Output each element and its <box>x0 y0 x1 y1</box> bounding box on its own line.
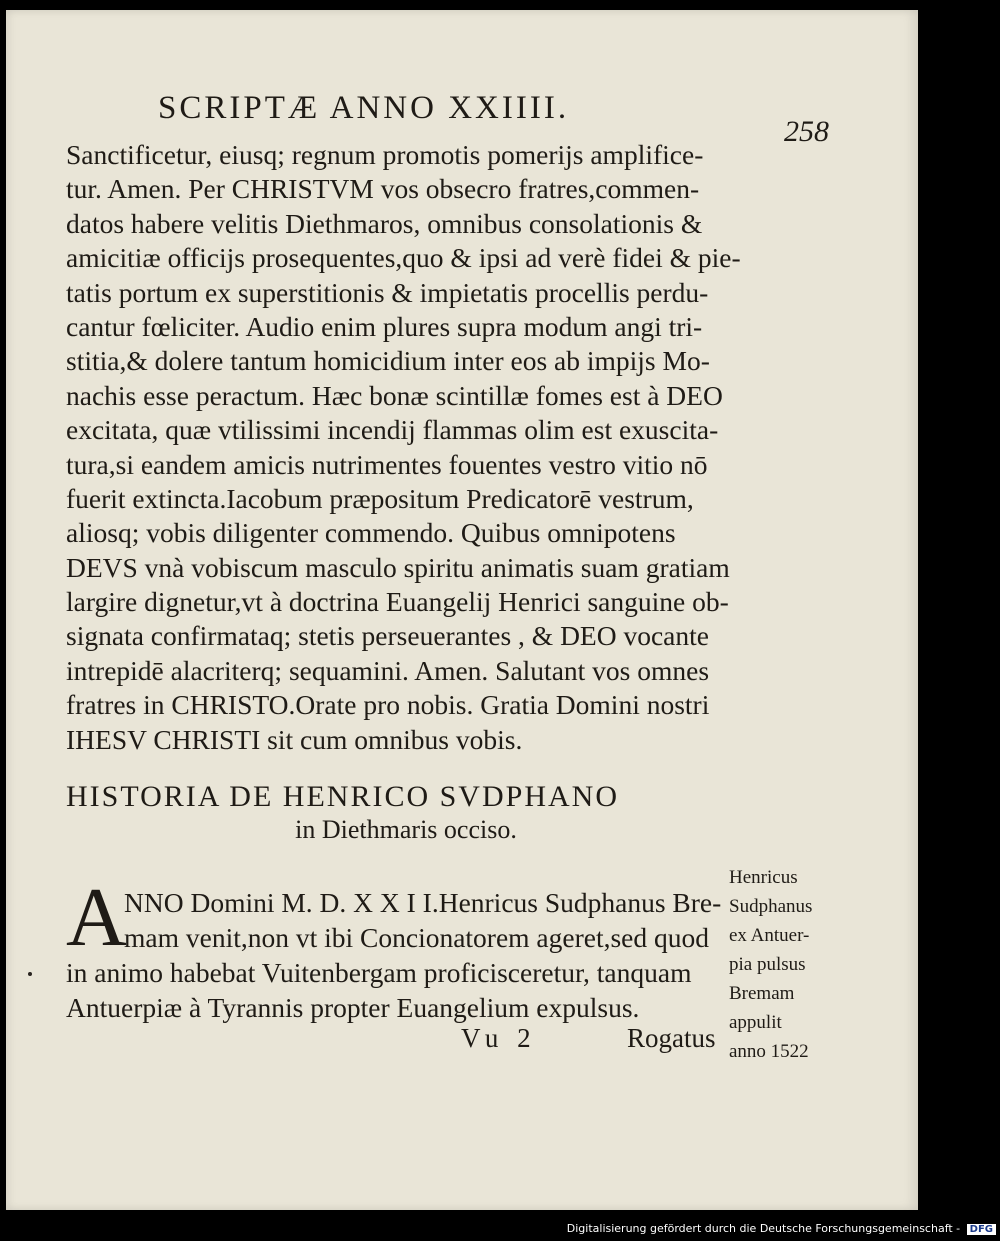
text-line: in animo habebat Vuitenbergam proficisceretur, tanquam <box>66 957 692 988</box>
text-line: aliosq; vobis diligenter commendo. Quibus omnipotens <box>66 517 676 549</box>
text-line: cantur fœliciter. Audio enim plures supra modum angi tri- <box>66 310 703 342</box>
catchword: Rogatus <box>627 1023 716 1053</box>
book-page <box>6 10 918 1210</box>
section-heading: HISTORIA DE HENRICO SVDPHANO <box>66 780 619 813</box>
text-line: Sanctificetur, eiusq; regnum promotis pomerijs amplifice- <box>66 139 704 170</box>
body-text <box>66 138 746 757</box>
text-line: tatis portum ex superstitionis & impietatis procellis perdu- <box>66 276 709 308</box>
drop-capital: A <box>66 871 127 964</box>
text-line: tura,si eandem amicis nutrimentes fouentes vestro vitio nō <box>66 448 708 480</box>
section-text <box>66 885 746 1025</box>
dfg-logo: DFG <box>967 1224 996 1235</box>
text-line: DEVS vnà vobiscum masculo spiritu animatis suam gratiam <box>66 551 730 583</box>
text-line: stitia,& dolere tantum homicidium inter eos ab impijs Mo- <box>66 345 710 377</box>
margin-note <box>729 863 849 1066</box>
text-line: amicitiæ officijs prosequentes,quo & ipsi ad verè fidei & pie- <box>66 242 741 274</box>
margin-note-line: Sudphanus <box>729 896 813 917</box>
text-line: signata confirmataq; stetis perseuerantes , & DEO vocante <box>66 620 709 652</box>
ink-dot <box>28 972 32 976</box>
text-line: excitata, quæ vtilissimi incendij flammas olim est exuscita- <box>66 414 719 446</box>
text-line: mam venit,non vt ibi Concionatorem ageret,sed quod <box>124 922 710 953</box>
text-line: IHESV CHRISTI sit cum omnibus vobis. <box>66 723 523 755</box>
credit-text: Digitalisierung gefördert durch die Deutsche Forschungsgemeinschaft - <box>566 1222 961 1235</box>
text-line: largire dignetur,vt à doctrina Euangelij Henrici sanguine ob- <box>66 586 729 618</box>
text-line: tur. Amen. Per CHRISTVM vos obsecro fratres,commen- <box>66 173 700 205</box>
text-line: nachis esse peractum. Hæc bonæ scintillæ fomes est à DEO <box>66 379 723 411</box>
text-line: Antuerpiæ à Tyrannis propter Euangelium expulsus. <box>66 992 640 1023</box>
section-subheading: in Diethmaris occiso. <box>295 815 517 844</box>
margin-note-line: Bremam <box>729 983 795 1004</box>
signature-mark: Vu 2 <box>461 1023 537 1053</box>
margin-note-line: pia pulsus <box>729 954 806 975</box>
margin-note-line: Henricus <box>729 867 798 888</box>
margin-note-line: anno 1522 <box>729 1041 809 1062</box>
running-head: SCRIPTÆ ANNO XXIIII. <box>158 90 570 126</box>
margin-note-line: appulit <box>729 1012 782 1033</box>
text-line: intrepidē alacriterq; sequamini. Amen. Salutant vos omnes <box>66 654 710 686</box>
digitization-credit <box>567 1222 996 1235</box>
text-line: fuerit extincta.Iacobum præpositum Predicatorē vestrum, <box>66 482 694 514</box>
page-number: 258 <box>784 115 829 148</box>
text-line: fratres in CHRISTO.Orate pro nobis. Gratia Domini nostri <box>66 689 710 721</box>
text-line: datos habere velitis Diethmaros, omnibus consolationis & <box>66 207 703 239</box>
text-line: NNO Domini M. D. X X I I.Henricus Sudphanus Bre- <box>124 887 722 918</box>
margin-note-line: ex Antuer- <box>729 925 810 946</box>
